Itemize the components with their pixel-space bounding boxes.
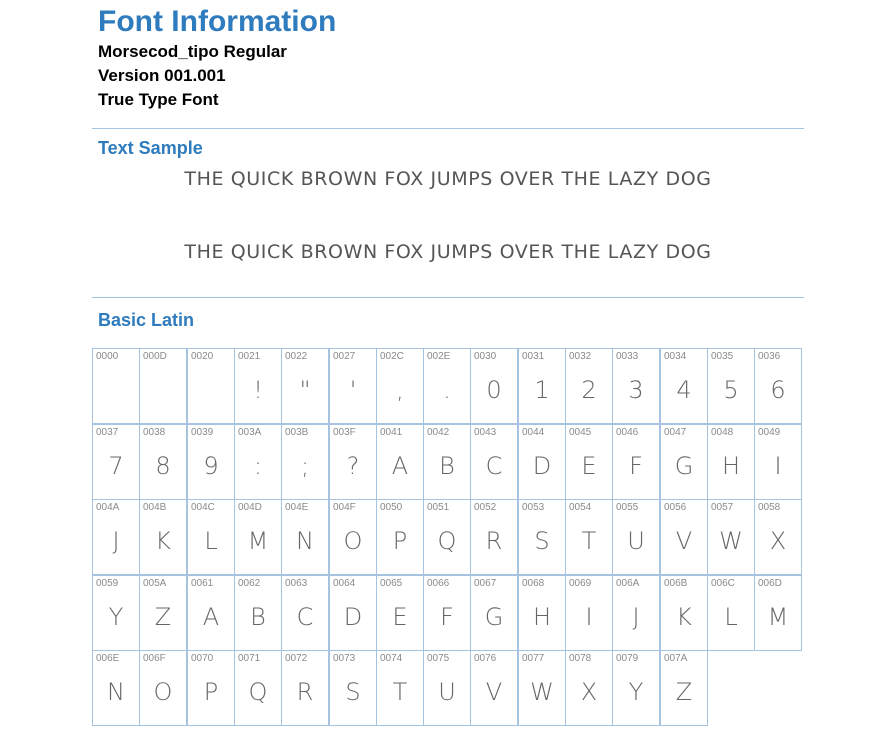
glyph-cell: [187, 424, 235, 500]
glyph-character: 7: [108, 452, 124, 480]
glyph-cell: [754, 424, 802, 500]
glyph-cell: [139, 348, 187, 424]
glyph-codepoint: 0050: [380, 502, 403, 513]
glyph-character: G: [674, 452, 694, 480]
glyph-codepoint: 0045: [569, 427, 592, 438]
glyph-character: F: [440, 603, 454, 631]
glyph-cell: [281, 575, 329, 651]
glyph-cell: [234, 348, 282, 424]
glyph-codepoint: 0047: [664, 427, 687, 438]
glyph-codepoint: 0063: [285, 578, 308, 589]
glyph-character: W: [530, 678, 554, 706]
glyph-cell: [660, 650, 708, 726]
text-sample-line-2: THE QUICK BROWN FOX JUMPS OVER THE LAZY DOG: [184, 241, 712, 263]
glyph-character: U: [627, 527, 645, 555]
glyph-codepoint: 0054: [569, 502, 592, 513]
glyph-cell: [376, 348, 424, 424]
glyph-cell: [329, 348, 377, 424]
glyph-cell: [376, 650, 424, 726]
glyph-codepoint: 006E: [96, 653, 120, 664]
glyph-character: Y: [108, 603, 124, 631]
glyph-codepoint: 0077: [522, 653, 545, 664]
glyph-cell: [470, 650, 518, 726]
glyph-character: F: [629, 452, 643, 480]
glyph-codepoint: 004C: [191, 502, 215, 513]
glyph-cell: [754, 499, 802, 575]
text-sample-heading: Text Sample: [98, 138, 203, 158]
glyph-cell: [518, 424, 566, 500]
glyph-cell: [470, 348, 518, 424]
glyph-codepoint: 0068: [522, 578, 545, 589]
glyph-codepoint: 006D: [758, 578, 782, 589]
glyph-codepoint: 0051: [427, 502, 450, 513]
glyph-cell: [376, 499, 424, 575]
glyph-character: T: [581, 527, 597, 555]
glyph-cell: [612, 575, 660, 651]
glyph-cell: [754, 348, 802, 424]
glyph-character: P: [203, 678, 219, 706]
glyph-cell: [423, 348, 471, 424]
glyph-character: B: [250, 603, 266, 631]
glyph-codepoint: 0044: [522, 427, 545, 438]
glyph-character: O: [343, 527, 363, 555]
glyph-cell: [423, 424, 471, 500]
glyph-character: D: [532, 452, 552, 480]
glyph-cell: [470, 575, 518, 651]
glyph-cell: [660, 424, 708, 500]
glyph-cell: [281, 424, 329, 500]
glyph-cell: [187, 348, 235, 424]
glyph-cell: [234, 575, 282, 651]
glyph-cell: [92, 575, 140, 651]
glyph-codepoint: 0034: [664, 351, 687, 362]
glyph-cell: [234, 424, 282, 500]
glyph-codepoint: 0057: [711, 502, 734, 513]
glyph-codepoint: 006A: [616, 578, 640, 589]
glyph-cell: [92, 650, 140, 726]
glyph-character: L: [204, 527, 218, 555]
glyph-codepoint: 0075: [427, 653, 450, 664]
glyph-codepoint: 004D: [238, 502, 262, 513]
glyph-codepoint: 0073: [333, 653, 356, 664]
glyph-character: T: [392, 678, 408, 706]
glyph-character: U: [438, 678, 456, 706]
glyph-character: E: [581, 452, 597, 480]
glyph-character: H: [532, 603, 552, 631]
glyph-cell: [139, 424, 187, 500]
glyph-character: Q: [437, 527, 457, 555]
glyph-cell: [329, 499, 377, 575]
glyph-codepoint: 0062: [238, 578, 261, 589]
glyph-codepoint: 0043: [474, 427, 497, 438]
basic-latin-heading: Basic Latin: [98, 310, 195, 330]
glyph-codepoint: 0039: [191, 427, 214, 438]
glyph-cell: [187, 650, 235, 726]
glyph-codepoint: 0049: [758, 427, 781, 438]
glyph-cell: [423, 575, 471, 651]
glyph-character: :: [253, 452, 263, 480]
glyph-codepoint: 0041: [380, 427, 403, 438]
glyph-character: A: [202, 603, 220, 631]
glyph-cell: [92, 424, 140, 500]
glyph-character: ,: [396, 376, 404, 404]
glyph-codepoint: 0059: [96, 578, 119, 589]
glyph-codepoint: 0076: [474, 653, 497, 664]
glyph-codepoint: 004F: [333, 502, 356, 513]
glyph-character: V: [675, 527, 693, 555]
glyph-cell: [139, 575, 187, 651]
glyph-codepoint: 0033: [616, 351, 639, 362]
glyph-codepoint: 0074: [380, 653, 403, 664]
glyph-character: ?: [346, 452, 360, 480]
glyph-character: N: [296, 527, 314, 555]
glyph-codepoint: 004A: [96, 502, 120, 513]
glyph-cell: [660, 575, 708, 651]
glyph-cell: [92, 348, 140, 424]
glyph-cell: [281, 499, 329, 575]
glyph-codepoint: 0042: [427, 427, 450, 438]
glyph-cell: [660, 348, 708, 424]
glyph-character: A: [391, 452, 409, 480]
glyph-character: Y: [628, 678, 644, 706]
glyph-character: R: [296, 678, 314, 706]
font-version: Version 001.001: [98, 66, 226, 85]
glyph-codepoint: 0036: [758, 351, 781, 362]
glyph-character: Z: [675, 678, 693, 706]
glyph-codepoint: 0066: [427, 578, 450, 589]
glyph-character: ': [349, 376, 357, 404]
glyph-codepoint: 002C: [380, 351, 404, 362]
glyph-codepoint: 004E: [285, 502, 309, 513]
glyph-codepoint: 0030: [474, 351, 497, 362]
glyph-cell: [565, 499, 613, 575]
glyph-character: Q: [248, 678, 268, 706]
glyph-character: J: [632, 603, 640, 631]
font-info-header: [98, 4, 336, 112]
glyph-codepoint: 0072: [285, 653, 308, 664]
glyph-character: 2: [581, 376, 597, 404]
glyph-codepoint: 0000: [96, 351, 119, 362]
glyph-codepoint: 005A: [143, 578, 167, 589]
glyph-cell: [518, 650, 566, 726]
glyph-character: 9: [203, 452, 219, 480]
glyph-character: 6: [770, 376, 786, 404]
font-name: Morsecod_tipo Regular: [98, 42, 287, 61]
glyph-cell: [707, 424, 755, 500]
glyph-character: N: [107, 678, 125, 706]
glyph-cell: [707, 575, 755, 651]
glyph-codepoint: 0069: [569, 578, 592, 589]
glyph-character: I: [774, 452, 782, 480]
glyph-codepoint: 0065: [380, 578, 403, 589]
glyph-codepoint: 003F: [333, 427, 356, 438]
glyph-codepoint: 0038: [143, 427, 166, 438]
glyph-cell: [234, 650, 282, 726]
glyph-cell: [707, 348, 755, 424]
glyph-character: O: [153, 678, 173, 706]
glyph-codepoint: 0035: [711, 351, 734, 362]
glyph-character: Z: [154, 603, 172, 631]
glyph-character: J: [112, 527, 120, 555]
glyph-codepoint: 0048: [711, 427, 734, 438]
glyph-cell: [92, 499, 140, 575]
glyph-cell: [329, 650, 377, 726]
glyph-character: S: [534, 527, 550, 555]
glyph-cell: [612, 348, 660, 424]
glyph-codepoint: 0052: [474, 502, 497, 513]
glyph-character: ": [299, 376, 311, 404]
font-type: True Type Font: [98, 90, 219, 109]
glyph-cell: [281, 348, 329, 424]
glyph-cell: [470, 424, 518, 500]
glyph-cell: [329, 575, 377, 651]
glyph-cell: [470, 499, 518, 575]
glyph-character: P: [392, 527, 408, 555]
glyph-character: E: [392, 603, 408, 631]
glyph-cell: [187, 499, 235, 575]
glyph-character: R: [485, 527, 503, 555]
glyph-character: 5: [723, 376, 739, 404]
glyph-character: G: [484, 603, 504, 631]
glyph-character: C: [296, 603, 314, 631]
glyph-codepoint: 0021: [238, 351, 261, 362]
glyph-character: L: [724, 603, 738, 631]
glyph-cell: [139, 499, 187, 575]
glyph-cell: [518, 499, 566, 575]
glyph-codepoint: 0058: [758, 502, 781, 513]
glyph-character: H: [721, 452, 741, 480]
glyph-codepoint: 0071: [238, 653, 261, 664]
glyph-cell: [754, 575, 802, 651]
glyph-cell: [565, 650, 613, 726]
glyph-character: 3: [628, 376, 644, 404]
glyph-character: K: [676, 603, 692, 631]
glyph-cell: [565, 424, 613, 500]
glyph-codepoint: 006C: [711, 578, 735, 589]
glyph-codepoint: 0031: [522, 351, 545, 362]
glyph-character: D: [343, 603, 363, 631]
glyph-codepoint: 0061: [191, 578, 214, 589]
section-divider: [92, 297, 804, 298]
glyph-character: 4: [676, 376, 692, 404]
glyph-character: 1: [534, 376, 550, 404]
glyph-codepoint: 0032: [569, 351, 592, 362]
glyph-cell: [376, 424, 424, 500]
glyph-cell: [376, 575, 424, 651]
glyph-character: I: [585, 603, 593, 631]
glyph-codepoint: 0067: [474, 578, 497, 589]
glyph-cell: [518, 348, 566, 424]
glyph-cell: [139, 650, 187, 726]
glyph-cell: [187, 575, 235, 651]
glyph-character: 8: [155, 452, 171, 480]
glyph-cell: [612, 499, 660, 575]
glyph-codepoint: 0056: [664, 502, 687, 513]
glyph-codepoint: 0020: [191, 351, 214, 362]
glyph-codepoint: 0070: [191, 653, 214, 664]
glyph-character: K: [155, 527, 171, 555]
glyph-character: S: [345, 678, 361, 706]
glyph-character: ;: [300, 452, 310, 480]
glyph-cell: [612, 650, 660, 726]
glyph-cell: [329, 424, 377, 500]
glyph-cell: [565, 575, 613, 651]
glyph-cell: [612, 424, 660, 500]
glyph-character: M: [767, 603, 789, 631]
glyph-codepoint: 0078: [569, 653, 592, 664]
glyph-character: X: [769, 527, 787, 555]
glyph-cell: [565, 348, 613, 424]
glyph-codepoint: 0064: [333, 578, 356, 589]
glyph-codepoint: 006F: [143, 653, 166, 664]
glyph-codepoint: 0079: [616, 653, 639, 664]
page-title: Font Information: [98, 5, 337, 38]
glyph-codepoint: 006B: [664, 578, 688, 589]
glyph-codepoint: 0046: [616, 427, 639, 438]
glyph-cell: [281, 650, 329, 726]
glyph-character: 0: [486, 376, 502, 404]
text-sample-line-1: THE QUICK BROWN FOX JUMPS OVER THE LAZY DOG: [184, 168, 712, 190]
glyph-codepoint: 0022: [285, 351, 308, 362]
glyph-character: W: [719, 527, 743, 555]
glyph-codepoint: 0055: [616, 502, 639, 513]
glyph-codepoint: 004B: [143, 502, 167, 513]
glyph-cell: [423, 499, 471, 575]
glyph-character: !: [253, 376, 263, 404]
glyph-character: .: [443, 376, 451, 404]
glyph-codepoint: 002E: [427, 351, 451, 362]
glyph-codepoint: 003A: [238, 427, 262, 438]
glyph-codepoint: 007A: [664, 653, 688, 664]
glyph-codepoint: 0027: [333, 351, 356, 362]
section-divider: [92, 128, 804, 129]
glyph-character: X: [580, 678, 598, 706]
glyph-character: B: [439, 452, 455, 480]
glyph-character: C: [485, 452, 503, 480]
glyph-cell: [660, 499, 708, 575]
glyph-character: V: [485, 678, 503, 706]
glyph-codepoint: 0037: [96, 427, 119, 438]
glyph-cell: [707, 499, 755, 575]
glyph-cell: [518, 575, 566, 651]
glyph-codepoint: 0053: [522, 502, 545, 513]
glyph-character: M: [247, 527, 269, 555]
glyph-cell: [234, 499, 282, 575]
glyph-cell: [423, 650, 471, 726]
glyph-codepoint: 000D: [143, 351, 167, 362]
glyph-codepoint: 003B: [285, 427, 309, 438]
